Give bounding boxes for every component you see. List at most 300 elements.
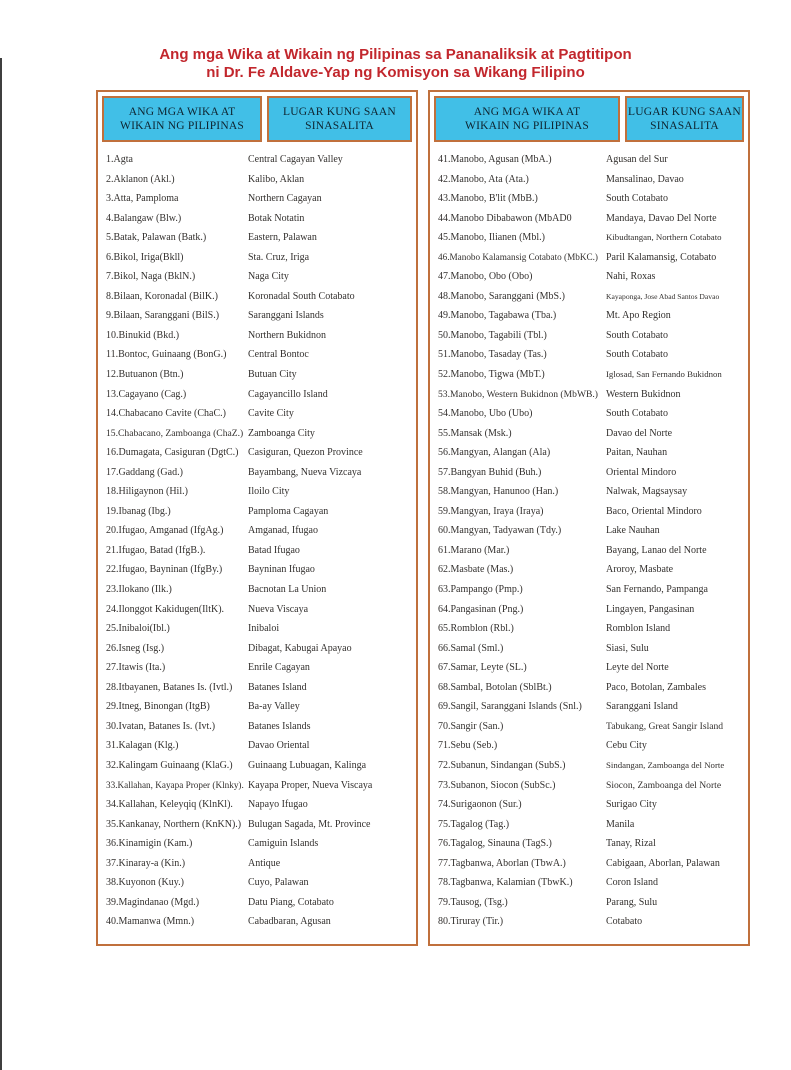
language-cell: [438, 682, 606, 693]
language-cell: [438, 232, 606, 243]
place-cell: Iglosad, San Fernando Bukidnon: [606, 369, 722, 380]
language-cell: [438, 564, 606, 575]
place-cell: Mansalinao, Davao: [606, 173, 684, 185]
row-number: 26.: [106, 642, 119, 654]
language-cell: [438, 486, 606, 497]
table-body: [98, 146, 416, 936]
language-name: Isneg (Isg.): [118, 642, 165, 654]
language-name: Romblon (Rbl.): [450, 623, 514, 635]
language-name: Itneg, Binongan (ItgB): [118, 701, 210, 713]
place-cell: Central Bontoc: [248, 349, 309, 361]
row-number: 32.: [106, 759, 119, 771]
place-cell: South Cotabato: [606, 329, 668, 341]
table-row: [438, 604, 744, 624]
language-name: Bikol, Iriga(Bkll): [113, 251, 184, 263]
place-cell: Western Bukidnon: [606, 388, 681, 400]
table-row: [438, 291, 744, 311]
language-name: Ibanag (Ibg.): [118, 505, 171, 517]
table-row: [106, 310, 412, 330]
row-number: 80.: [438, 916, 451, 928]
place-cell: Ba-ay Valley: [248, 701, 300, 713]
language-name: Manobo, Western Bukidnon (MbWB.): [450, 388, 599, 400]
place-cell: Paril Kalamansig, Cotabato: [606, 251, 717, 263]
table-row: [106, 564, 412, 584]
place-cell: Leyte del Norte: [606, 662, 669, 674]
language-name: Samal (Sml.): [450, 642, 504, 654]
language-name: Manobo, Agusan (MbA.): [450, 154, 552, 165]
language-name: Bontoc, Guinaang (BonG.): [118, 349, 227, 361]
row-number: 30.: [106, 720, 119, 732]
table-row: [438, 897, 744, 917]
language-cell: [106, 838, 248, 849]
language-name: Manobo, Obo (Obo): [450, 271, 533, 283]
row-number: 11.: [106, 349, 119, 361]
row-number: 73.: [438, 779, 451, 791]
table-row: [438, 349, 744, 369]
row-number: 59.: [438, 505, 451, 517]
table-row: [438, 858, 744, 878]
language-cell: [106, 662, 248, 673]
language-name: Mangyan, Tadyawan (Tdy.): [450, 525, 562, 537]
place-cell: Kayaponga, Jose Abad Santos Davao: [606, 291, 720, 301]
language-cell: [438, 506, 606, 517]
language-cell: [438, 467, 606, 478]
language-name: Dumagata, Casiguran (DgtC.): [118, 447, 239, 459]
place-cell: Northern Cagayan: [248, 193, 322, 205]
place-cell: South Cotabato: [606, 349, 668, 361]
row-number: 63.: [438, 584, 451, 596]
row-number: 38.: [106, 877, 119, 889]
table-row: [106, 369, 412, 389]
place-cell: Cotabato: [606, 916, 643, 928]
table-row: [106, 604, 412, 624]
place-cell: Siasi, Sulu: [606, 642, 649, 654]
language-cell: [106, 721, 248, 732]
table-row: [106, 819, 412, 839]
language-name: Kallahan, Keleyqiq (KlnKl).: [118, 799, 233, 811]
place-cell: Cavite City: [248, 408, 294, 420]
language-cell: [106, 232, 248, 243]
language-name: Batak, Palawan (Batk.): [113, 232, 207, 244]
place-cell: Cebu City: [606, 740, 647, 752]
language-cell: [106, 389, 248, 400]
language-cell: [438, 721, 606, 732]
language-name: Ilokano (Ilk.): [118, 584, 172, 596]
place-cell: Paco, Botolan, Zambales: [606, 681, 706, 693]
table-row: [438, 662, 744, 682]
row-number: 75.: [438, 818, 451, 830]
table-row: [106, 232, 412, 252]
table-row: [106, 721, 412, 741]
language-name: Tagalog, Sinauna (TagS.): [450, 838, 552, 850]
language-cell: [438, 174, 606, 185]
table-row: [438, 780, 744, 800]
language-cell: [438, 799, 606, 810]
place-cell: Coron Island: [606, 877, 658, 889]
table-header-row: [98, 92, 416, 146]
row-number: 71.: [438, 740, 451, 752]
language-cell: [106, 271, 248, 282]
language-cell: [438, 643, 606, 654]
table-row: [106, 252, 412, 272]
page-title-line1: Ang mga Wika at Wikain ng Pilipinas sa Pananaliksik at Pagtitipon: [159, 46, 632, 63]
row-number: 16.: [106, 447, 119, 459]
language-name: Magindanao (Mgd.): [118, 896, 200, 908]
language-name: Hiligaynon (Hil.): [118, 486, 188, 498]
language-name: Kinamigin (Kam.): [118, 838, 193, 850]
language-cell: [106, 545, 248, 556]
table-row: [106, 838, 412, 858]
language-name: Manobo Kalamansig Cotabato (MbKC.): [449, 251, 598, 262]
table-row: [106, 506, 412, 526]
language-cell: [106, 623, 248, 634]
row-number: 66.: [438, 642, 451, 654]
language-cell: [106, 154, 248, 165]
row-number: 13.: [106, 388, 119, 400]
row-number: 24.: [106, 603, 119, 615]
place-cell: Parang, Sulu: [606, 896, 658, 908]
table-row: [438, 252, 744, 272]
table-header-row: [430, 92, 748, 146]
row-number: 69.: [438, 701, 451, 713]
row-number: 54.: [438, 408, 451, 420]
scan-edge-line: [0, 58, 2, 1070]
row-number: 53.: [438, 388, 450, 400]
table-row: [106, 271, 412, 291]
table-row: [106, 662, 412, 682]
language-name: Sangir (San.): [450, 720, 504, 732]
row-number: 28.: [106, 681, 119, 693]
place-cell: Tabukang, Great Sangir Island: [606, 720, 724, 732]
place-cell: Iloilo City: [248, 486, 290, 498]
language-name: Butuanon (Btn.): [118, 369, 184, 381]
table-row: [438, 232, 744, 252]
place-cell: Napayo Ifugao: [248, 799, 308, 811]
table-row: [106, 291, 412, 311]
row-number: 50.: [438, 329, 451, 341]
table-row: [438, 154, 744, 174]
place-cell: Central Cagayan Valley: [248, 154, 343, 165]
language-cell: [106, 740, 248, 751]
language-name: Manobo Dibabawon (MbAD0: [450, 212, 572, 224]
place-cell: Naga City: [248, 271, 289, 283]
table-row: [106, 213, 412, 233]
table-row: [438, 213, 744, 233]
header-places-column: LUGAR KUNG SAAN SINASALITA: [267, 96, 412, 142]
table-row: [106, 916, 412, 936]
language-name: Mamanwa (Mmn.): [118, 916, 195, 928]
place-cell: Davao del Norte: [606, 427, 673, 439]
language-cell: [438, 877, 606, 888]
place-cell: San Fernando, Pampanga: [606, 584, 708, 596]
row-number: 36.: [106, 838, 119, 850]
table-row: [438, 643, 744, 663]
table-row: [438, 877, 744, 897]
language-name: Kalingam Guinaang (KlaG.): [118, 759, 233, 771]
table-row: [438, 525, 744, 545]
row-number: 44.: [438, 212, 451, 224]
language-cell: [106, 506, 248, 517]
language-cell: [106, 213, 248, 224]
table-row: [438, 838, 744, 858]
table-row: [438, 428, 744, 448]
language-cell: [438, 310, 606, 321]
language-cell: [106, 819, 248, 830]
language-name: Masbate (Mas.): [450, 564, 514, 576]
language-name: Ivatan, Batanes Is. (Ivt.): [118, 720, 216, 732]
table-row: [438, 701, 744, 721]
table-row: [106, 701, 412, 721]
language-name: Marano (Mar.): [450, 544, 510, 556]
table-row: [106, 154, 412, 174]
table-row: [106, 623, 412, 643]
row-number: 40.: [106, 916, 119, 928]
table-row: [438, 721, 744, 741]
language-name: Chabacano Cavite (ChaC.): [118, 408, 226, 420]
place-cell: Bulugan Sagada, Mt. Province: [248, 818, 371, 830]
language-cell: [106, 310, 248, 321]
table-row: [106, 330, 412, 350]
row-number: 4.: [106, 212, 114, 224]
language-name: Tagbanwa, Aborlan (TbwA.): [450, 857, 566, 869]
language-cell: [438, 858, 606, 869]
language-name: Manobo, Tagabili (Tbl.): [450, 329, 547, 341]
place-cell: Koronadal South Cotabato: [248, 290, 355, 302]
table-row: [438, 271, 744, 291]
language-name: Bangyan Buhid (Buh.): [450, 466, 542, 478]
place-cell: Enrile Cagayan: [248, 662, 310, 674]
language-cell: [438, 584, 606, 595]
place-cell: Oriental Mindoro: [606, 466, 677, 478]
language-cell: [106, 447, 248, 458]
language-cell: [438, 291, 606, 302]
language-cell: [438, 838, 606, 849]
table-row: [438, 916, 744, 936]
language-name: Surigaonon (Sur.): [450, 799, 522, 811]
language-cell: [438, 662, 606, 673]
place-cell: Sindangan, Zamboanga del Norte: [606, 759, 724, 770]
language-name: Itawis (Ita.): [118, 662, 166, 674]
table-row: [106, 760, 412, 780]
place-cell: South Cotabato: [606, 193, 668, 205]
language-name: Manobo, Ata (Ata.): [450, 173, 529, 185]
header-languages-column: ANG MGA WIKA AT WIKAIN NG PILIPINAS: [102, 96, 262, 142]
table-row: [106, 897, 412, 917]
row-number: 62.: [438, 564, 451, 576]
row-number: 39.: [106, 896, 119, 908]
row-number: 48.: [438, 290, 451, 302]
table-row: [106, 486, 412, 506]
header-places-column: LUGAR KUNG SAAN SINASALITA: [625, 96, 744, 142]
table-row: [106, 389, 412, 409]
language-cell: [106, 584, 248, 595]
row-number: 1.: [106, 154, 114, 165]
language-cell: [438, 447, 606, 458]
table-row: [438, 389, 744, 409]
row-number: 37.: [106, 857, 119, 869]
language-cell: [106, 467, 248, 478]
language-cell: [106, 701, 248, 712]
place-cell: Manila: [606, 818, 635, 830]
language-name: Agta: [113, 154, 133, 165]
language-cell: [438, 760, 606, 771]
place-cell: Dibagat, Kabugai Apayao: [248, 642, 352, 654]
table-row: [438, 486, 744, 506]
language-name: Samar, Leyte (SL.): [450, 662, 527, 674]
place-cell: Nueva Viscaya: [248, 603, 309, 615]
tables-container: [96, 90, 791, 946]
language-name: Tagalog (Tag.): [450, 818, 510, 830]
language-cell: [106, 682, 248, 693]
table-row: [438, 408, 744, 428]
language-cell: [106, 780, 248, 790]
table-row: [106, 643, 412, 663]
language-name: Mangyan, Iraya (Iraya): [450, 505, 544, 517]
table-row: [106, 447, 412, 467]
language-name: Sebu (Seb.): [450, 740, 498, 752]
language-name: Kuyonon (Kuy.): [118, 877, 184, 889]
row-number: 15.: [106, 427, 118, 439]
table-row: [438, 506, 744, 526]
table-row: [438, 447, 744, 467]
language-name: Subanun, Sindangan (SubS.): [450, 759, 566, 771]
language-cell: [438, 545, 606, 556]
language-name: Tausog, (Tsg.): [450, 896, 508, 908]
table-row: [106, 545, 412, 565]
place-cell: Antique: [248, 857, 281, 869]
language-cell: [438, 740, 606, 751]
language-cell: [438, 897, 606, 908]
table-row: [438, 545, 744, 565]
table-row: [438, 799, 744, 819]
place-cell: Camiguin Islands: [248, 838, 319, 850]
language-cell: [106, 330, 248, 341]
place-cell: Agusan del Sur: [606, 154, 668, 165]
place-cell: Guinaang Lubuagan, Kalinga: [248, 759, 367, 771]
language-name: Manobo, Ubo (Ubo): [450, 408, 533, 420]
page-title: [0, 46, 791, 82]
place-cell: Davao Oriental: [248, 740, 310, 752]
row-number: 29.: [106, 701, 119, 713]
row-number: 34.: [106, 799, 119, 811]
language-name: Ifugao, Bayninan (IfgBy.): [118, 564, 223, 576]
place-cell: Kayapa Proper, Nueva Viscaya: [248, 779, 373, 791]
language-cell: [438, 271, 606, 282]
row-number: 45.: [438, 232, 451, 244]
row-number: 58.: [438, 486, 451, 498]
row-number: 79.: [438, 896, 451, 908]
row-number: 2.: [106, 173, 114, 185]
place-cell: Botak Notatin: [248, 212, 305, 224]
table-row: [438, 682, 744, 702]
row-number: 20.: [106, 525, 119, 537]
language-cell: [438, 525, 606, 536]
place-cell: Saranggani Islands: [248, 310, 324, 322]
table-row: [106, 525, 412, 545]
table-row: [438, 740, 744, 760]
language-cell: [106, 897, 248, 908]
language-name: Binukid (Bkd.): [118, 329, 180, 341]
language-cell: [106, 877, 248, 888]
place-cell: Aroroy, Masbate: [606, 564, 674, 576]
place-cell: Bayambang, Nueva Vizcaya: [248, 466, 362, 478]
language-cell: [106, 486, 248, 497]
table-row: [438, 760, 744, 780]
language-cell: [106, 369, 248, 380]
place-cell: Nalwak, Magsaysay: [606, 486, 688, 498]
row-number: 77.: [438, 857, 451, 869]
language-name: Manobo, Saranggani (MbS.): [450, 290, 565, 302]
row-number: 23.: [106, 584, 119, 596]
place-cell: Cabadbaran, Agusan: [248, 916, 331, 928]
place-cell: Kalibo, Aklan: [248, 173, 305, 185]
table-row: [438, 310, 744, 330]
table-row: [438, 330, 744, 350]
languages-table-right: [428, 90, 750, 946]
place-cell: Bacnotan La Union: [248, 584, 327, 596]
row-number: 17.: [106, 466, 119, 478]
row-number: 41.: [438, 154, 451, 165]
language-name: Ifugao, Amganad (IfgAg.): [118, 525, 224, 537]
row-number: 31.: [106, 740, 119, 752]
row-number: 27.: [106, 662, 119, 674]
language-name: Manobo, Tagabawa (Tba.): [450, 310, 557, 322]
row-number: 43.: [438, 193, 451, 205]
language-cell: [106, 799, 248, 810]
place-cell: Batanes Island: [248, 681, 307, 693]
place-cell: Romblon Island: [606, 623, 671, 635]
language-cell: [106, 291, 248, 302]
row-number: 78.: [438, 877, 451, 889]
row-number: 49.: [438, 310, 451, 322]
language-cell: [106, 525, 248, 536]
place-cell: Saranggani Island: [606, 701, 678, 713]
language-cell: [106, 858, 248, 869]
language-name: Sambal, Botolan (SblBt.): [450, 681, 552, 693]
language-cell: [438, 193, 606, 204]
row-number: 57.: [438, 466, 451, 478]
place-cell: Sta. Cruz, Iriga: [248, 251, 310, 263]
page-title-line2: ni Dr. Fe Aldave-Yap ng Komisyon sa Wikang Filipino: [206, 64, 585, 81]
table-body: [430, 146, 748, 936]
language-name: Kinaray-a (Kin.): [118, 857, 186, 869]
table-row: [106, 877, 412, 897]
row-number: 35.: [106, 818, 119, 830]
table-row: [438, 193, 744, 213]
row-number: 72.: [438, 759, 451, 771]
place-cell: Kibudtangan, Northern Cotabato: [606, 232, 722, 243]
language-name: Bikol, Naga (BklN.): [113, 271, 196, 283]
table-row: [106, 349, 412, 369]
row-number: 68.: [438, 681, 451, 693]
place-cell: Cabigaan, Aborlan, Palawan: [606, 857, 720, 869]
place-cell: Mandaya, Davao Del Norte: [606, 212, 717, 224]
language-name: Ifugao, Batad (IfgB.).: [118, 544, 206, 556]
place-cell: Datu Piang, Cotabato: [248, 896, 334, 908]
language-name: Mangyan, Hanunoo (Han.): [450, 486, 559, 498]
place-cell: Pamploma Cagayan: [248, 505, 329, 517]
table-row: [106, 584, 412, 604]
place-cell: Casiguran, Quezon Province: [248, 447, 363, 459]
language-name: Balangaw (Blw.): [113, 212, 182, 224]
row-number: 76.: [438, 838, 451, 850]
row-number: 46.: [438, 251, 450, 262]
language-name: Sangil, Saranggani Islands (Snl.): [450, 701, 582, 713]
table-row: [106, 467, 412, 487]
language-cell: [106, 604, 248, 615]
place-cell: Lingayen, Pangasinan: [606, 603, 695, 615]
row-number: 56.: [438, 447, 451, 459]
